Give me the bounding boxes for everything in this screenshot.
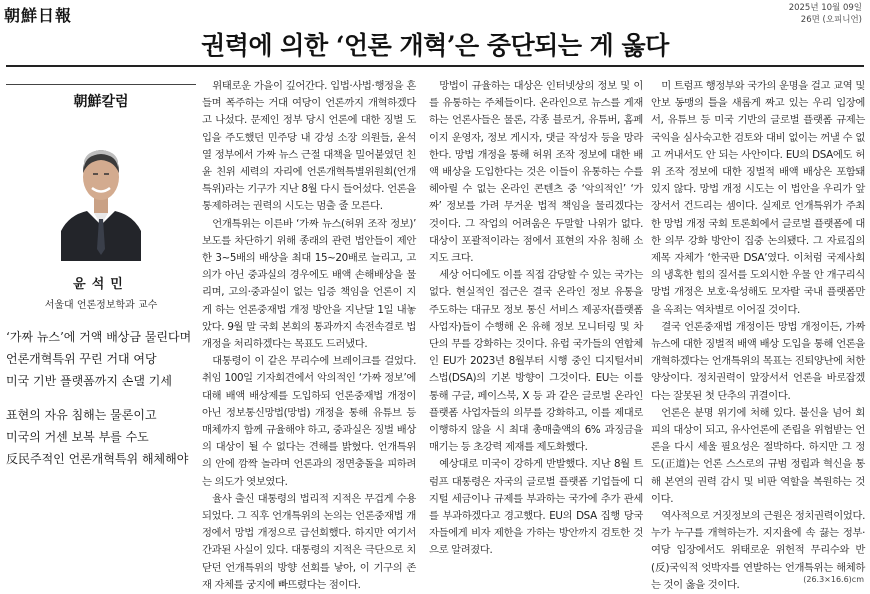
body-paragraph: 위태로운 가을이 깊어간다. 입법·사법·행정을 흔들며 폭주하는 거대 여당이 언론까지 개혁하겠다고 나섰다. 문제인 정부 당시 언론에 대한 징벌 도입을 주도했던 민주당 내 강성 소장 의원들, 윤석열 정부에서 가짜 뉴스 근절 대책을 밀어붙였던 친윤 친위 세력의 자리에 언론개혁특별위원회(언개특위)라는 기구가 지난 8월 다시 들어섰다. 언론을 통제하려는 권력의 시도는 멈출 줄 모른다. <box>202 80 416 213</box>
dateline <box>789 2 862 26</box>
article-headline: 권력에 의한 ‘언론 개혁’은 중단되는 게 옳다 <box>201 31 669 60</box>
body-paragraph: 언론은 분명 위기에 처해 있다. 불신을 넘어 회피의 대상이 되고, 유사언론에 존립을 위협받는 언론을 다시 세울 필요성은 절박하다. 하지만 그 정도(正道)는 언론 스스로의 규범 정립과 혁신을 통해 본연의 권력 감시 및 비판 역할을 복원하는 것이다. <box>651 406 865 505</box>
body-paragraph: 언개특위는 이른바 ‘가짜 뉴스(허위 조작 정보)’ 보도를 차단하기 위해 종래의 관련 법안들이 제안한 3~5배의 배상을 최대 15~20배로 늘리고, 고의가 아닌 중과실의 경우에도 배액 손해배상을 물리며, 고의·중과실이 없는 입증 책임을 언론이 지게 하는 언론중재법 개정 방안을 지난달 1일 내놓았다. 9월 말 국회 본회의 통과까지 속전속결로 법 개정을 처리하겠다는 목표도 드러냈다. <box>202 217 416 351</box>
subheadline-line: 미국 기반 플랫폼까지 손댈 기세 <box>6 374 172 388</box>
body-paragraph: 대통령이 이 같은 무리수에 브레이크를 걸었다. 취임 100일 기자회견에서 악의적인 ‘가짜 정보’에 대해 배액 배상제를 도입하되 언론중재법 개정이 아닌 정보통신망법(망법) 개정을 통해 유튜브 등 매체까지 함께 규율해야 하고, 중과실은 징벌 배상의 대상이 될 수 없다는 견해를 밝혔다. 언개특위의 안에 깜짝 놀라며 언론과의 정면충돌을 피하려는 의도가 엿보였다. <box>202 355 416 488</box>
body-paragraph: 미 트럼프 행정부와 국가의 운명을 걸고 교역 및 안보 동맹의 틀을 새롭게 짜고 있는 우리 입장에서, 유튜브 등 미국 기반의 글로벌 플랫폼 규제는 국익을 심사숙고한 검토와 대비 없이는 꺼낼 수 없고 꺼내서도 안 되는 사안이다. EU의 DSA에도 허위 조작 정보에 대한 징벌적 배액 배상은 포함돼 있지 않다. 망법 개정 시도는 이 법안을 우리가 앞장서서 건드리는 셈이다. 실제로 언개특위가 주최한 망법 개정 국회 토론회에서 글로벌 플랫폼에 대한 의무 강화 방안이 집중 논의됐다. 그 자료집의 제목 자체가 ‘한국판 DSA’였다. 이처럼 국제사회의 냉혹한 힘의 질서를 도외시한 우물 안 개구리식 망법 개정은 보호·육성해도 모자랄 국내 플랫폼만을 옥죄는 역차별로 이어질 것이다. <box>651 80 865 316</box>
sidebar-divider <box>6 84 196 85</box>
body-paragraph: 결국 언론중재법 개정이든 망법 개정이든, 가짜 뉴스에 대한 징벌적 배액 배상 도입을 통해 언론을 개혁하겠다는 언개특위의 목표는 진퇴양난에 처한 양상이다. 정치권력이 앞장서서 언론을 바로잡겠다는 잘못된 첫 단추의 귀결이다. <box>651 320 865 402</box>
subheadline-block <box>6 404 198 470</box>
subheadline-block <box>6 326 198 392</box>
issue-date: 2025년 10월 09일 <box>788 3 862 13</box>
author-portrait <box>61 121 141 261</box>
body-paragraph: 율사 출신 대통령의 법리적 지적은 무겁게 수용되었다. 그 직후 언개특위의 논의는 언론중재법 개정에서 망법 개정으로 급선회했다. 하지만 여기서 간과된 사실이 있다. 대통령의 지적은 극단으로 치닫던 언개특위의 방향 선회를 낳아, 이 기구의 존재 자체를 궁지에 빠뜨렸다는 점이다. <box>202 492 416 591</box>
body-paragraph: 망법이 규율하는 대상은 인터넷상의 정보 및 이를 유통하는 주체들이다. 온라인으로 뉴스를 게재하는 언론사들은 물론, 각종 블로거, 유튜버, 홈페이지 운영자, 정보 게시자, 댓글 작성자 등을 망라한다. 망법 개정을 통해 허위 조작 정보에 대한 배액 배상을 도입한다는 것은 이들이 유통하는 수를 헤아릴 수 없는 온라인 콘텐츠 중 ‘악의적인’ ‘가짜’ 정보를 가려 무거운 법적 책임을 물리겠다는 것이다. 그 작업의 어려움은 두말할 나위가 없다. 대상이 포괄적이라는 점에서 표현의 자유 침해 소지도 크다. <box>429 80 643 265</box>
body-paragraph: 세상 어디에도 이를 직접 감당할 수 있는 국가는 없다. 현실적인 접근은 결국 온라인 정보 유통을 주도하는 대규모 정보 통신 서비스 제공자(플랫폼 사업자)들이 수행해 온 유해 정보 모니터링 및 차단의 무를 강화하는 것이다. 유럽 국가들의 연합체인 EU가 2023년 8월부터 시행 중인 디지털서비스법(DSA)의 기본 방향이 그것이다. EU는 이를 통해 구글, 페이스북, X 등 과 같은 글로벌 온라인 플랫폼 사업자들의 의무를 강화하고, 이를 제대로 이행하지 않을 시 최대 총매출액의 6% 과징금을 매기는 등 초강력 제재를 제도화했다. <box>429 269 643 454</box>
clipping-size-note: (26.3×16.6)cm <box>803 575 864 584</box>
headline-divider <box>6 65 864 67</box>
author-sidebar <box>6 84 196 311</box>
author-affiliation: 서울대 언론정보학과 교수 <box>44 300 158 311</box>
subheadline-line: 反民주적인 언론개혁특위 해체해야 <box>6 452 189 466</box>
newspaper-masthead: 朝鮮日報 <box>4 6 73 25</box>
subheadline-line: 미국의 거센 보복 부를 수도 <box>6 430 149 444</box>
body-column-1 <box>202 78 416 591</box>
subheadline-line: 표현의 자유 침해는 물론이고 <box>6 408 157 422</box>
column-brand: 朝鮮칼럼 <box>73 94 129 110</box>
body-paragraph: 예상대로 미국이 강하게 반발했다. 지난 8월 트럼프 대통령은 자국의 글로벌 플랫폼 기업들에 디지털 세금이나 규제를 부과하는 국가에 추가 관세를 부과하겠다고 경고했다. EU의 DSA 집행 당국자들에게 비자 제한을 가하는 방안까지 검토한 것으로 알려졌다. <box>429 458 643 557</box>
subheadline-line: ‘가짜 뉴스’에 거액 배상금 물린다며 <box>6 330 192 344</box>
author-name: 윤석민 <box>73 277 129 292</box>
page-section: 26면 (오피니언) <box>800 15 862 25</box>
body-column-2 <box>429 78 643 568</box>
subheadline-line: 언론개혁특위 꾸린 거대 여당 <box>6 352 157 366</box>
body-paragraph: 역사적으로 거짓정보의 근원은 정치권력이었다. 누가 누구를 개혁하는가. 지지율에 속 끓는 정부·여당 입장에서도 위태로운 위헌적 무리수와 반(反)국익적 엇박자를 연발하는 언개특위는 해체하는 것이 옳을 것이다. <box>651 510 865 591</box>
